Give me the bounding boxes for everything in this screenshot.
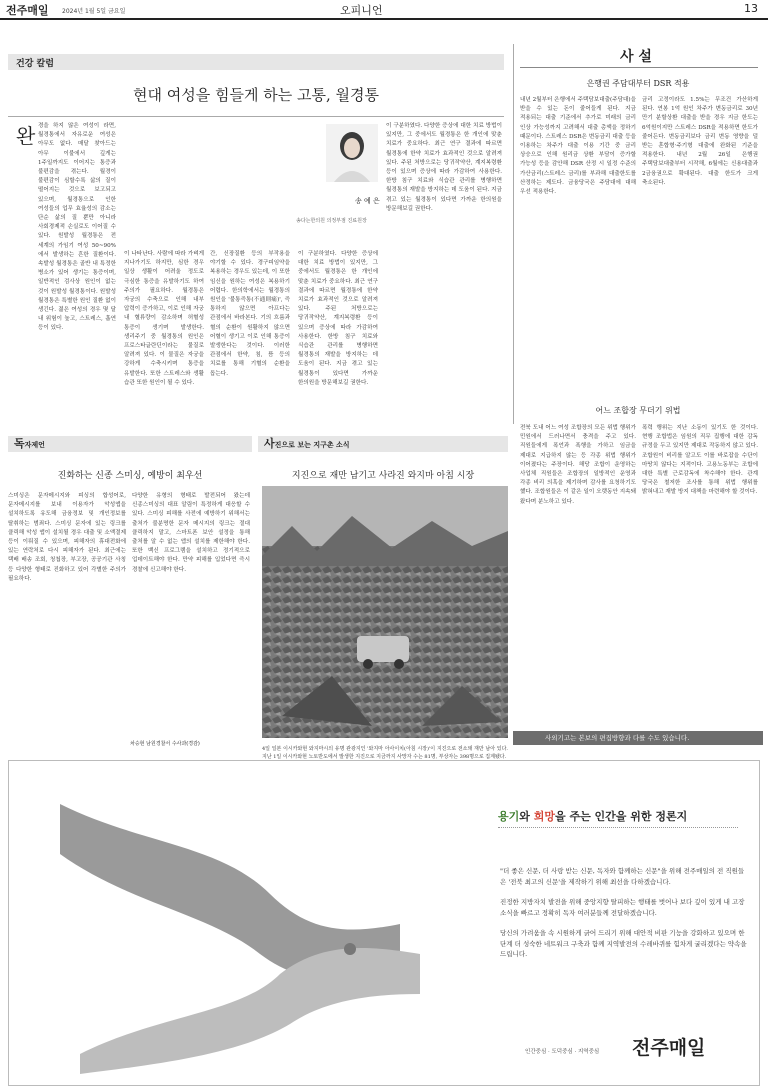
jajeon-tag-first-char: 독	[14, 437, 25, 450]
earthquake-photo	[262, 486, 508, 738]
ad-motto: 인간중심 · 도덕중심 · 지역중심	[525, 1049, 600, 1055]
ad-paragraph-2: 진정한 지방자치 발전을 위해 중앙지향 탈피하는 행태를 벗어나 보다 깊이 있게 내 고장 소식을 빠르고 정확히 독자 여러분들께 전달하겠습니다.	[500, 898, 745, 917]
ad-text	[500, 866, 750, 960]
photo-caption: 4일 일본 이시카와현 와지마시의 유명 관광지인 '와지마 아사이치(아침 시장)'이 지진으로 전소돼 재만 남아 있다. 지난 1일 이시카와현 노토반도에서 발생한 지진으로 지금까지 사망자 수는 81명, 부상자는 398명으로 집계됐다.	[262, 746, 508, 760]
divider	[498, 827, 738, 828]
hands-illustration	[20, 784, 440, 1074]
health-col-5: 이 구분하였다. 다양한 증상에 대한 치료 방법이 있지만, 그 중에서도 월경통은 한 개인에 맞춘 치료가 중요하다. 최근 연구 결과에 따르면 월경통에 한약 치료가 효과적인 것으로 알려져 있다. 주된 처방으로는 당귀작약산, 계지복령환 등이 있으며 증상에 따라 가감하여 사용한다. 한방 침구 치료와 식습관 관리를 병행하면 월경통의 재발을 방지하는 데 도움이 된다. 지금 겪고 있는 월경통이 있다면 가까운 한의원을 방문해보길 권한다.	[386, 123, 502, 212]
jajeon-byline: 차승현 남원경찰서 수사과(경감)	[130, 741, 200, 747]
ad-paragraph-1: "더 좋은 신문, 더 사랑 받는 신문, 독자와 함께하는 신문"을 위해 전주매일의 전 직원들은 '전북 최고의 신문'을 제작하기 위해 최선을 다하겠습니다.	[500, 867, 745, 886]
divider	[520, 67, 758, 68]
ad-headline-hope: 희망	[533, 810, 555, 823]
issue-date: 2024년 1월 5일 금요일	[62, 8, 126, 15]
ad-headline	[498, 808, 687, 824]
editorial-2-col-2: 폭력 행위는 지난 소동이 있기도 한 것이다. 현행 조합법은 임원의 직무 집행에 대한 감독 규정을 두고 있지만 제대로 작동하지 않고 있다. 조합원이 비리를 알고도 이를 바로잡을 수단이 마땅치 않다는 지적이다. 고용노동부는 조합에 대한 특별 근로감독에 착수해야 한다. 관계 당국은 철저한 조사를 통해 위법 행위를 밝혀내고 재발 방지 대책을 마련해야 할 것이다.	[642, 425, 758, 496]
ad-logo: 전주매일	[632, 1037, 706, 1059]
health-col-1: 경을 하지 않은 여성이 라면, 월경통에서 자유로운 여성은 아무도 없다. 매달 찾아드는 아무 이불에서 깊게는 1주일까지도 이어지는 통증과 불편감을 겪는다. 월경이 불편감이 심할수록 삶의 질이 떨어지는 것으로 보고되고 있으며, 월경통으로 인한 여성들의 업무 효율성의 감소는 단순 삶의 질 뿐만 아니라 사회경제적 손실로도 이어질 수 있다. 원발성 월경통은 전 세계의 가임기 여성 50~90%에서 발생하는 흔한 질환이다. 속발성 월경통은 골반 내 특정한 병소가 있어 생기는 통증이며, 일반적인 검사상 원인이 없는 것이 원발성 월경통이다. 원발성 월경통은 특별한 원인 질환 없이 생긴다. 젊은 여성의 경우 몇 달 내 위험이 높고, 스트레스, 흡연 등이 있다.	[38, 123, 116, 332]
section-title: 오피니언	[340, 4, 383, 17]
author-affiliation: 송다는한의원 의정부점 진료원장	[296, 218, 367, 224]
health-col-2: 이 나타난다. 사람에 따라 가벼게 지나가기도 하지만, 심한 경우 일상 생활이 어려울 정도로 극심한 통증을 유발하기도 하여 주의가 필요하다. 월경통은 자궁의 수축으로 인해 내부 압력이 증가하고, 이로 인해 자궁 내 혈류량이 감소하며 허혈성 통증이 생기며 발생한다. 생리주기 중 월경통의 원인은 프로스타글란딘이라는 물질로 알려져 있다. 이 물질은 자궁을 강하게 수축시키며 통증을 유발한다. 또한 스트레스와 생활 습관 또한 원인이 될 수 있다.	[124, 251, 204, 386]
editorial-tag: 사 설	[620, 49, 652, 65]
photo-news-title: 지진으로 재만 남기고 사라진 와지마 아침 시장	[291, 471, 475, 481]
newspaper-brand: 전주매일	[6, 4, 49, 17]
editorial-title-2: 어느 조합장 무더기 위법	[595, 406, 681, 415]
author-name: 송 예 은	[355, 197, 380, 205]
jajeon-tag-rest: 자제언	[24, 441, 45, 449]
jajeon-article-title: 진화하는 신종 스미싱, 예방이 최우선	[57, 471, 203, 481]
health-article-title: 현대 여성을 힘들게 하는 고통, 월경통	[133, 86, 379, 104]
author-photo	[326, 124, 378, 182]
editorial-1-col-2: 금리 고정이라도 1.5%는 무조건 가산하게 된다. 연봉 1억 원인 차주가 변동금리로 30년 만기 분할상환 대출을 받을 경우 지금 한도는 6억원이지만 스트레스 DSR을 적용하면 한도가 줄어든다. 변동금리보다 금리 변동 영향을 덜 받는 혼합형·주기형 대출에 완화된 기준을 적용한다. 내년 2월 26일 은행권 주택담보대출부터 시작해, 6월에는 신용대출과 2금융권으로 확대된다. 대출 한도가 크게 축소된다.	[642, 97, 758, 186]
health-col-3: 간, 신장질환 등의 부작용을 야기할 수 있다. 경구피임약을 복용하는 경우도 있는데, 이 또한 임신을 원하는 여성은 복용하기 어렵다. 한의학에서는 월경통의 원인을 '불통즉통(不通則痛)', 즉 통하지 않으면 아프다는 관점에서 바라본다. 기의 흐름과 혈의 순환이 원활하지 않으면 어혈이 생기고 이로 인해 통증이 발생한다는 것이다. 이러한 관점에서 한약, 침, 뜸 등의 치료를 통해 기혈의 순환을 돕는다.	[210, 251, 290, 377]
photo-news-tag-rest: 진으로 보는 지구촌 소식	[274, 441, 350, 449]
dropcap: 완	[16, 124, 36, 148]
photo-news-tag-first-char: 사	[264, 437, 275, 450]
jajeon-column-tag	[8, 436, 252, 452]
page-number: 13	[744, 2, 758, 15]
health-col-4: 이 구분하였다. 다양한 증상에 대한 치료 방법이 있지만, 그 중에서도 월경통은 한 개인에 맞춘 치료가 중요하다. 최근 연구 결과에 따르면 월경통에 한약 치료가 효과적인 것으로 알려져 있다. 주된 처방으로는 당귀작약산, 계지복령환 등이 있으며 증상에 따라 가감하여 사용한다. 한방 침구 치료와 식습관 관리를 병행하면 월경통의 재발을 방지하는 데 도움이 된다. 지금 겪고 있는 월경통이 있다면 가까운 한의원을 방문해보길 권한다.	[298, 251, 378, 386]
editorial-2-col-1: 전북 도내 어느 여성 조합장의 모든 위법 행위가 민원에서 드러나면서 충격을 주고 있다. 직원들에게 폭언과 폭행을 가하고 임금을 제대로 지급하지 않는 등 각종 위법 행위가 이어졌다는 주장이다. 해당 조합이 운영하는 사업체 직원들은 조합장의 일방적인 운영과 각종 비리 의혹을 제기하며 감사를 요청하기도 했다. 조합원들은 이 같은 일이 오랫동안 지속돼 왔다며 분노하고 있다.	[520, 425, 636, 505]
jajeon-col-2: 다양한 유형의 형태로 발전되어 왔는데 신종스미싱의 대표 알림이 특정하게 대응할 수 있다. 스미싱 피해를 사전에 예방하기 위해서는 출처가 불분명한 문자 메시지의 링크는 절대 클릭하지 말고, 스마트폰 보안 설정을 통해 출처를 알 수 없는 앱의 설치를 제한해야 한다. 또한 백신 프로그램을 설치하고 정기적으로 업데이트해야 한다. 만약 피해를 입었다면 즉시 경찰에 신고해야 한다.	[132, 493, 250, 573]
editorial-1-col-1: 내년 2월부터 은행에서 주택담보대출(주담대)을 받을 수 있는 돈이 줄어들게 된다. 지금 적용되는 대출 기준에서 추가로 미래의 금리 인상 가능성까지 고려해서 대출 총액을 정하기 때문이다. 스트레스 DSR은 변동금리 대출 등을 이용하는 차주가 대출 이용 기간 중 금리 상승으로 인해 원리금 상환 부담이 증가할 가능성 등을 감안해 DSR 산정 시 일정 수준의 가산금리(스트레스 금리)를 부과해 대출한도를 산정하는 제도다. 금융당국은 주담대에 대해 우선 적용한다.	[520, 97, 636, 196]
disclaimer-bar: 사외기고는 본보의 편집방향과 다를 수도 있습니다.	[513, 731, 763, 745]
divider	[8, 116, 504, 117]
editorial-title-1: 은행권 주담대부터 DSR 적용	[586, 79, 690, 88]
ad-paragraph-3: 당신의 가려움을 속 시원하게 긁어 드리기 위해 대안적 비판 기능을 강화하고 있으며 한 단계 더 성숙한 네트워크 구축과 함께 지역발전의 수레바퀴를 힘차게 굴리겠다는 약속을 드립니다.	[500, 929, 747, 958]
ad-headline-courage: 용기	[498, 810, 520, 823]
jajeon-col-1: 스미싱은 문자메시지와 피싱의 합성어로, 문자메시지를 보내 이용자가 악성앱을 설치하도록 유도해 금융정보 및 개인정보를 탈취하는 범죄다. 스미싱 문자에 있는 링크를 클릭해 악성 앱이 설치될 경우 대출 및 소액결제 등이 이뤄질 수 있으며, 피해자의 휴대전화에 있는 연락처로 다시 피해자가 된다. 최근에는 택배 배송 조회, 청첩장, 부고장, 공공기관 사칭 등 다양한 형태로 진화하고 있어 각별한 주의가 필요하다.	[8, 493, 126, 582]
ad-headline-conj: 와	[519, 810, 534, 823]
ad-headline-rest: 을 주는 인간을 위한 정론지	[555, 810, 688, 823]
health-column-tag: 건강 칼럼	[8, 54, 504, 70]
photo-news-tag	[258, 436, 508, 452]
